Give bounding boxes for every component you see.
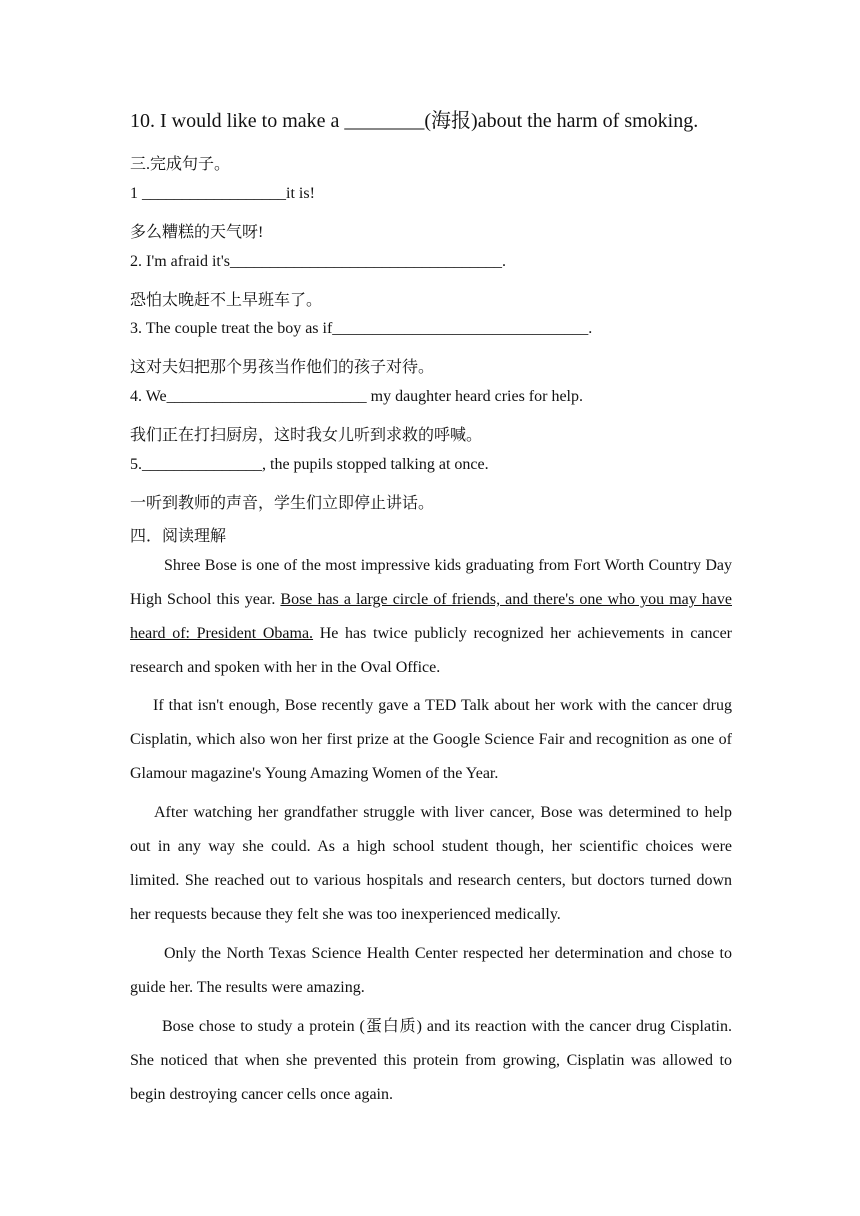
sentence-1-en: 1 __________________it is! [130,185,315,202]
passage-paragraph-1 [130,549,732,685]
paragraph-1-text-a: Shree Bose is one of the most impressive kids graduating from Fort Worth Country Day High School this year. [130,557,732,608]
section-3-title: 三.完成句子。 [130,156,231,173]
passage-paragraph-4: Only the North Texas Science Health Center respected her determination and chose to guide her. The results were amazing. [130,945,732,996]
question-10: 10. I would like to make a ________(海报)about the harm of smoking. [130,110,699,132]
sentence-5-en: 5._______________, the pupils stopped talking at once. [130,456,489,473]
sentence-5-zh: 一听到教师的声音，学生们立即停止讲话。 [130,495,435,512]
passage-paragraph-2: If that isn't enough, Bose recently gave a TED Talk about her work with the cancer drug Cisplatin, which also won her first prize at the Google Science Fair and recognition as one of Glamour magazine's Young Amazing Women of the Year. [130,697,732,782]
sentence-2-zh: 恐怕太晚赶不上早班车了。 [130,292,323,309]
paragraph-1-text-b: He has twice publicly recognized her achievements in cancer research and spoken with her in the Oval Office. [130,625,732,676]
sentence-3-zh: 这对夫妇把那个男孩当作他们的孩子对待。 [130,359,435,376]
section-4-title: 四．阅读理解 [130,528,227,545]
sentence-1-zh: 多么糟糕的天气呀! [130,224,264,241]
sentence-2-en: 2. I'm afraid it's__________________________________. [130,253,506,270]
passage-paragraph-3: After watching her grandfather struggle with liver cancer, Bose was determined to help out in any way she could. As a high school student though, her scientific choices were limited. She reached out to various hospitals and research centers, but doctors turned down her requests because they felt she was too inexperienced medically. [130,804,732,923]
sentence-4-en: 4. We_________________________ my daughter heard cries for help. [130,388,583,405]
passage-paragraph-5: Bose chose to study a protein (蛋白质) and its reaction with the cancer drug Cisplatin. She noticed that when she prevented this protein from growing, Cisplatin was allowed to begin destroying cancer cells once again. [130,1018,732,1103]
paragraph-1-underlined-sentence: Bose has a large circle of friends, and there's one who you may have heard of: President Obama. [130,591,732,642]
sentence-3-en: 3. The couple treat the boy as if________________________________. [130,320,593,337]
sentence-4-zh: 我们正在打扫厨房，这时我女儿听到求救的呼喊。 [130,427,483,444]
